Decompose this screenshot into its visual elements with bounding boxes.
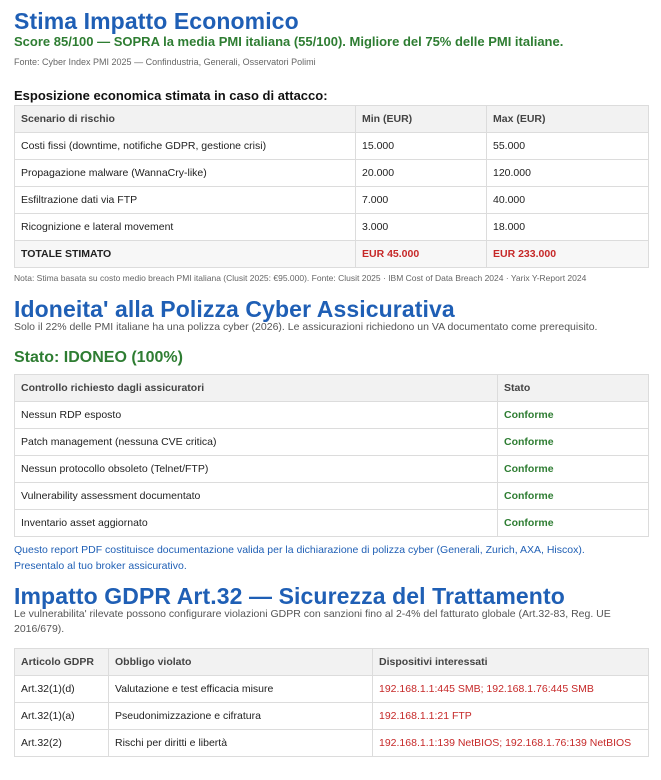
- control-cell: Patch management (nessuna CVE critica): [15, 429, 498, 456]
- table-row: [15, 133, 649, 160]
- obligation-cell: Rischi per diritti e libertà: [109, 730, 373, 757]
- table-row: [15, 187, 649, 214]
- economic-exposure-table: [14, 105, 649, 268]
- status-badge: Conforme: [498, 402, 649, 429]
- score-summary: Score 85/100 — SOPRA la media PMI italiana (55/100). Migliore del 75% delle PMI italiane.: [14, 34, 564, 49]
- status-badge: Conforme: [498, 483, 649, 510]
- column-header: Obbligo violato: [109, 649, 373, 676]
- column-header: Articolo GDPR: [15, 649, 109, 676]
- obligation-cell: Pseudonimizzazione e cifratura: [109, 703, 373, 730]
- column-header: Dispositivi interessati: [373, 649, 649, 676]
- insurance-note-broker: Presentalo al tuo broker assicurativo.: [14, 560, 187, 572]
- table-row: [15, 676, 649, 703]
- table-row: [15, 402, 649, 429]
- insurance-note: Questo report PDF costituisce documentazione valida per la dichiarazione di polizza cyber (Generali, Zurich, AXA, Hiscox).: [14, 544, 585, 556]
- table-row: [15, 483, 649, 510]
- estimate-note: Nota: Stima basata su costo medio breach PMI italiana (Clusit 2025: €95.000). Fonte: Clusit 2025 · IBM Cost of Data Breach 2024 · Yarix Y-Report 2024: [14, 273, 587, 283]
- insurance-subtitle: Solo il 22% delle PMI italiane ha una polizza cyber (2026). Le assicurazioni richiedono un VA documentato come prerequisito.: [14, 321, 598, 333]
- gdpr-subtitle-cont: 2016/679).: [14, 623, 65, 635]
- table-header-row: [15, 649, 649, 676]
- article-cell: Art.32(1)(a): [15, 703, 109, 730]
- gdpr-table: [14, 648, 649, 757]
- column-header: Max (EUR): [487, 106, 649, 133]
- gdpr-title: Impatto GDPR Art.32 — Sicurezza del Trattamento: [14, 583, 565, 609]
- score-source: Fonte: Cyber Index PMI 2025 — Confindustria, Generali, Osservatori Polimi: [14, 57, 316, 67]
- total-label: TOTALE STIMATO: [15, 241, 356, 268]
- insurance-title: Idoneita' alla Polizza Cyber Assicurativa: [14, 296, 455, 322]
- total-max: EUR 233.000: [487, 241, 649, 268]
- table-row: [15, 730, 649, 757]
- min-cell: 3.000: [356, 214, 487, 241]
- devices-cell: 192.168.1.1:139 NetBIOS; 192.168.1.76:139 NetBIOS: [373, 730, 649, 757]
- scenario-cell: Esfiltrazione dati via FTP: [15, 187, 356, 214]
- control-cell: Nessun RDP esposto: [15, 402, 498, 429]
- economic-impact-title: Stima Impatto Economico: [14, 8, 299, 34]
- column-header: Stato: [498, 375, 649, 402]
- min-cell: 7.000: [356, 187, 487, 214]
- gdpr-subtitle: Le vulnerabilita' rilevate possono configurare violazioni GDPR con sanzioni fino al 2-4% del fatturato globale (Art.32-83, Reg. UE: [14, 608, 611, 620]
- status-badge: Conforme: [498, 429, 649, 456]
- control-cell: Nessun protocollo obsoleto (Telnet/FTP): [15, 456, 498, 483]
- table-row: [15, 429, 649, 456]
- table-row: [15, 456, 649, 483]
- devices-cell: 192.168.1.1:21 FTP: [373, 703, 649, 730]
- scenario-cell: Propagazione malware (WannaCry-like): [15, 160, 356, 187]
- column-header: Min (EUR): [356, 106, 487, 133]
- insurance-status: Stato: IDONEO (100%): [14, 349, 183, 366]
- article-cell: Art.32(1)(d): [15, 676, 109, 703]
- min-cell: 15.000: [356, 133, 487, 160]
- article-cell: Art.32(2): [15, 730, 109, 757]
- insurance-controls-table: [14, 374, 649, 537]
- column-header: Scenario di rischio: [15, 106, 356, 133]
- devices-cell: 192.168.1.1:445 SMB; 192.168.1.76:445 SMB: [373, 676, 649, 703]
- table-row: [15, 160, 649, 187]
- max-cell: 18.000: [487, 214, 649, 241]
- status-badge: Conforme: [498, 456, 649, 483]
- obligation-cell: Valutazione e test efficacia misure: [109, 676, 373, 703]
- table-row: [15, 510, 649, 537]
- min-cell: 20.000: [356, 160, 487, 187]
- total-min: EUR 45.000: [356, 241, 487, 268]
- column-header: Controllo richiesto dagli assicuratori: [15, 375, 498, 402]
- exposure-heading: Esposizione economica stimata in caso di attacco:: [14, 88, 328, 103]
- control-cell: Vulnerability assessment documentato: [15, 483, 498, 510]
- control-cell: Inventario asset aggiornato: [15, 510, 498, 537]
- max-cell: 40.000: [487, 187, 649, 214]
- table-header-row: [15, 375, 649, 402]
- table-row: [15, 214, 649, 241]
- status-badge: Conforme: [498, 510, 649, 537]
- table-row: [15, 703, 649, 730]
- scenario-cell: Ricognizione e lateral movement: [15, 214, 356, 241]
- scenario-cell: Costi fissi (downtime, notifiche GDPR, gestione crisi): [15, 133, 356, 160]
- max-cell: 55.000: [487, 133, 649, 160]
- max-cell: 120.000: [487, 160, 649, 187]
- table-header-row: [15, 106, 649, 133]
- total-row: [15, 241, 649, 268]
